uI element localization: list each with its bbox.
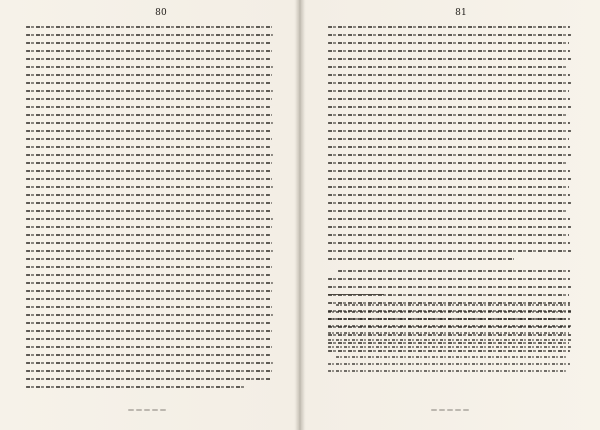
scan-watermark xyxy=(128,406,170,414)
text-line xyxy=(328,42,569,44)
footnote-line xyxy=(328,311,572,313)
text-line xyxy=(26,66,273,68)
text-line xyxy=(26,194,270,196)
footnote-line xyxy=(328,325,571,327)
text-line xyxy=(328,106,571,108)
text-line xyxy=(328,154,571,156)
text-line xyxy=(328,74,570,76)
text-line xyxy=(26,290,272,292)
text-line xyxy=(328,170,570,172)
text-line xyxy=(26,138,272,140)
text-line xyxy=(328,114,568,116)
text-line xyxy=(328,202,571,204)
text-line xyxy=(26,354,270,356)
text-line xyxy=(26,258,271,260)
footnote-line xyxy=(328,339,572,341)
footnote-rule xyxy=(328,294,384,295)
right-page-number: 81 xyxy=(455,8,467,18)
text-line xyxy=(26,202,272,204)
footnote-line xyxy=(328,370,566,372)
text-line xyxy=(328,146,570,148)
left-page-number: 80 xyxy=(155,8,167,18)
footnote-line xyxy=(336,304,570,306)
text-line xyxy=(26,250,273,252)
text-line xyxy=(328,26,570,28)
text-line xyxy=(26,154,273,156)
right-page xyxy=(300,0,600,430)
text-line xyxy=(328,50,570,52)
text-line xyxy=(328,278,570,280)
text-line xyxy=(328,234,569,236)
text-line xyxy=(26,170,271,172)
footnote-line xyxy=(328,346,571,348)
text-line xyxy=(328,34,571,36)
text-line xyxy=(328,130,571,132)
text-line xyxy=(338,270,570,272)
text-line xyxy=(26,98,272,100)
text-line xyxy=(328,250,571,252)
right-text-block xyxy=(328,26,572,272)
text-line xyxy=(328,178,571,180)
text-line xyxy=(26,26,272,28)
text-line xyxy=(328,98,570,100)
text-line xyxy=(328,66,568,68)
text-line xyxy=(26,298,271,300)
text-line xyxy=(26,162,272,164)
text-line xyxy=(26,178,272,180)
text-line xyxy=(26,58,270,60)
text-line xyxy=(328,122,570,124)
text-line xyxy=(328,258,514,260)
text-line xyxy=(328,242,570,244)
text-line xyxy=(26,322,270,324)
footnote-line xyxy=(328,363,570,365)
text-line xyxy=(26,82,271,84)
left-text-block xyxy=(26,26,274,351)
text-line xyxy=(26,362,273,364)
text-line xyxy=(328,90,569,92)
text-line xyxy=(26,122,273,124)
text-line xyxy=(26,74,272,76)
text-line xyxy=(26,274,270,276)
text-line xyxy=(328,186,569,188)
footnote-line xyxy=(328,332,569,334)
text-line xyxy=(328,194,570,196)
text-line xyxy=(26,210,271,212)
text-line xyxy=(328,210,568,212)
text-line xyxy=(26,378,271,380)
text-line xyxy=(328,82,571,84)
text-line xyxy=(26,234,270,236)
text-line xyxy=(26,282,273,284)
text-line xyxy=(26,90,273,92)
text-line xyxy=(26,370,272,372)
text-line xyxy=(26,386,246,388)
footnote-line xyxy=(328,318,570,320)
text-line xyxy=(26,218,273,220)
text-line xyxy=(26,146,270,148)
text-line xyxy=(26,106,270,108)
text-line xyxy=(26,266,272,268)
text-line xyxy=(328,138,569,140)
text-line xyxy=(26,42,271,44)
footnotes xyxy=(328,294,572,378)
text-line xyxy=(26,186,273,188)
text-line xyxy=(26,114,272,116)
text-line xyxy=(26,242,272,244)
text-line xyxy=(26,34,273,36)
text-line xyxy=(26,330,272,332)
text-line xyxy=(26,314,273,316)
text-line xyxy=(328,162,568,164)
text-line xyxy=(26,226,272,228)
text-line xyxy=(26,346,272,348)
text-line xyxy=(328,286,571,288)
text-line xyxy=(26,50,272,52)
scan-watermark xyxy=(431,406,473,414)
text-line xyxy=(328,226,571,228)
text-line xyxy=(328,218,570,220)
text-line xyxy=(26,338,271,340)
text-line xyxy=(26,306,272,308)
text-line xyxy=(26,130,271,132)
footnote-line xyxy=(336,356,568,358)
text-line xyxy=(328,58,571,60)
